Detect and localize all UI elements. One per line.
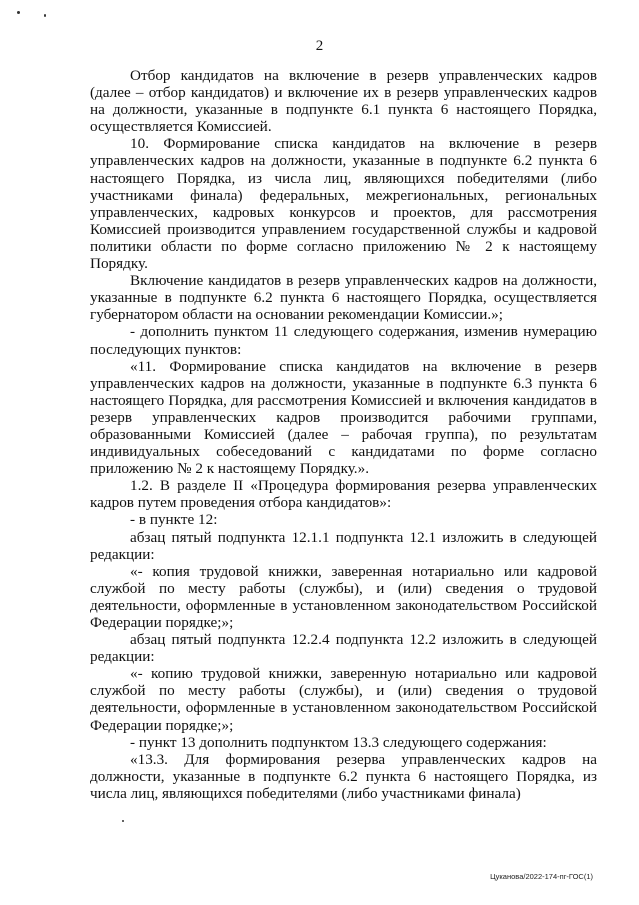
scan-speck	[122, 820, 124, 822]
page-number: 2	[315, 38, 324, 54]
scan-speck	[17, 11, 20, 14]
paragraph: «11. Формирование списка кандидатов на включение в резерв управленческих кадров на должности, указанные в подпункте 6.3 пункта 6 настоящего Порядка, для рассмотрения Комиссией и включения кандидатов в резерв управленческих кадров производится рабочими группами, образованными Комиссией (далее – рабочая группа), по результатам индивидуальных собеседований с кандидатами по форме согласно приложению № 2 к настоящему Порядку.».	[90, 357, 597, 478]
paragraph: 10. Формирование списка кандидатов на включение в резерв управленческих кадров на должности, указанные в подпункте 6.2 пункта 6 настоящего Порядка, из числа лиц, являющихся победителями (либо участниками финала) федеральных, межрегиональных, региональных управленческих, кадровых конкурсов и проектов, для рассмотрения Комиссией производится управлением государственной службы и кадровой политики области по форме согласно приложению № 2 к настоящему Порядку.	[90, 135, 597, 273]
paragraph: Включение кандидатов в резерв управленческих кадров на должности, указанные в подпункте 6.2 пункта 6 настоящего Порядка, осуществляется губернатором области на основании рекомендации Комиссии.»;	[90, 272, 597, 324]
paragraph: абзац пятый подпункта 12.2.4 подпункта 12.2 изложить в следующей редакции:	[90, 631, 597, 666]
paragraph: - пункт 13 дополнить подпунктом 13.3 следующего содержания:	[130, 733, 547, 751]
paragraph: 1.2. В разделе II «Процедура формирования резерва управленческих кадров путем проведения отбора кандидатов»:	[90, 477, 597, 512]
paragraph: - в пункте 12:	[130, 511, 218, 529]
document-body	[90, 67, 597, 802]
paragraph: Отбор кандидатов на включение в резерв управленческих кадров (далее – отбор кандидатов) и включение их в резерв управленческих кадров на должности, указанные в подпункте 6.1 пункта 6 настоящего Порядка, осуществляется Комиссией.	[90, 67, 597, 136]
scan-speck	[44, 14, 46, 17]
document-footer-id: Цуканова/2022-174-пг-ГОС(1)	[490, 872, 593, 881]
paragraph: - дополнить пунктом 11 следующего содержания, изменив нумерацию последующих пунктов:	[90, 323, 597, 358]
paragraph: «13.3. Для формирования резерва управленческих кадров на должности, указанные в подпункте 6.2 пункта 6 настоящего Порядка, из числа лиц, являющихся победителями (либо участниками финала)	[90, 750, 597, 802]
paragraph: «- копия трудовой книжки, заверенная нотариально или кадровой службой по месту работы (службы), и (или) сведения о трудовой деятельности, оформленные в установленном законодательством Российской Федерации порядке;»;	[90, 562, 597, 631]
paragraph: абзац пятый подпункта 12.1.1 подпункта 12.1 изложить в следующей редакции:	[90, 528, 597, 563]
paragraph: «- копию трудовой книжки, заверенную нотариально или кадровой службой по месту работы (службы), и (или) сведения о трудовой деятельности, оформленные в установленном законодательством Российской Федерации порядке;»;	[90, 665, 597, 734]
